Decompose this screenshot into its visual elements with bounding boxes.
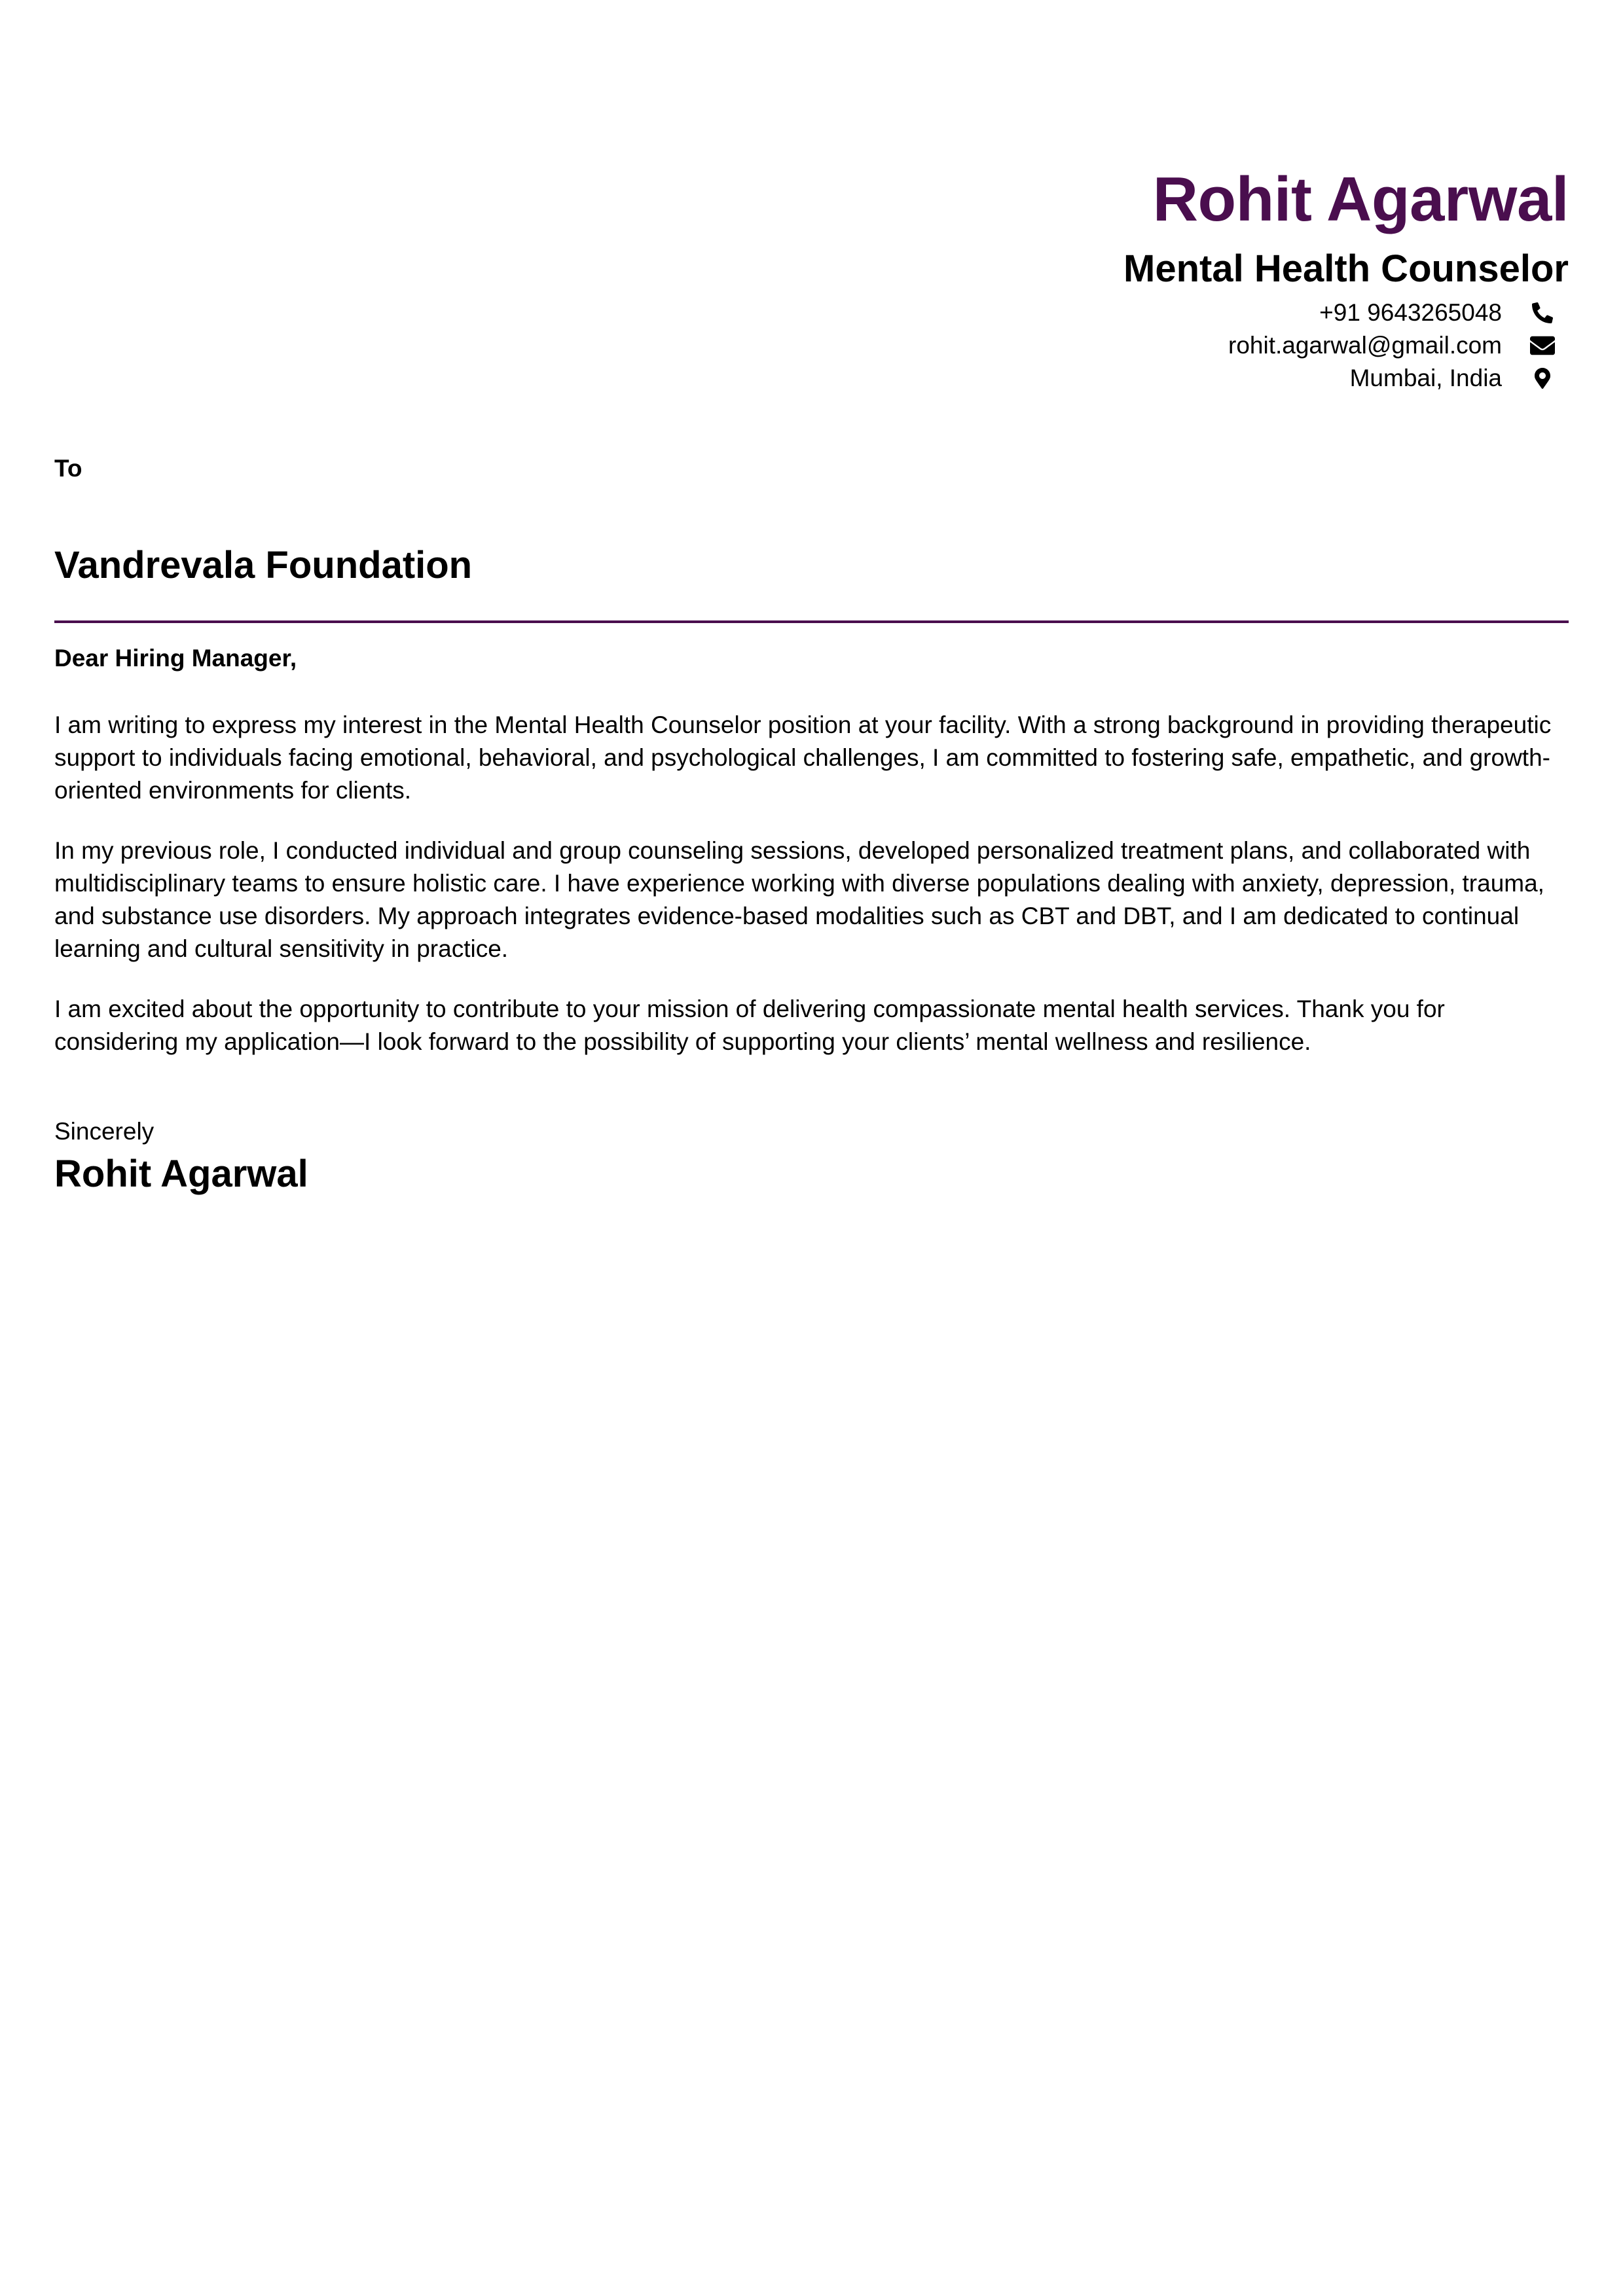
body-paragraph: I am excited about the opportunity to contribute to your mission of delivering compassionate mental health services. Thank you for considering my application—I look forward to the possibility of supporting your clients’ mental wellness and resilience. — [54, 996, 1445, 1055]
phone-text: +91 9643265048 — [1319, 299, 1502, 326]
letter-header — [652, 160, 1569, 395]
recipient-company: Vandrevala Foundation — [54, 544, 473, 586]
to-label: To — [54, 455, 82, 482]
section-divider — [54, 620, 1569, 623]
map-marker-icon — [1516, 368, 1569, 389]
sender-name: Rohit Agarwal — [1152, 164, 1569, 234]
email-text: rohit.agarwal@gmail.com — [1228, 332, 1502, 359]
contact-location — [652, 362, 1569, 395]
body-paragraph: In my previous role, I conducted individual and group counseling sessions, developed personalized treatment plans, and collaborated with multidisciplinary teams to ensure holistic care. I have experience working with diverse populations dealing with anxiety, depression, trauma, and substance use disorders. My approach integrates evidence-based modalities such as CBT and DBT, and I am dedicated to continual learning and cultural sensitivity in practice. — [54, 837, 1544, 962]
contact-phone — [652, 296, 1569, 329]
letter-body — [54, 709, 1572, 1086]
sender-job-title: Mental Health Counselor — [1123, 247, 1569, 290]
closing: Sincerely — [54, 1118, 155, 1145]
salutation: Dear Hiring Manager, — [54, 645, 297, 672]
body-paragraph: I am writing to express my interest in the Mental Health Counselor position at your facility. With a strong background in providing therapeutic support to individuals facing emotional, behavioral, and psychological challenges, I am committed to fostering safe, empathetic, and growth-oriented environments for clients. — [54, 711, 1552, 804]
contact-email — [652, 329, 1569, 362]
envelope-icon — [1516, 333, 1569, 358]
location-text: Mumbai, India — [1349, 365, 1502, 391]
phone-icon — [1516, 302, 1569, 323]
signature-name: Rohit Agarwal — [54, 1153, 308, 1195]
